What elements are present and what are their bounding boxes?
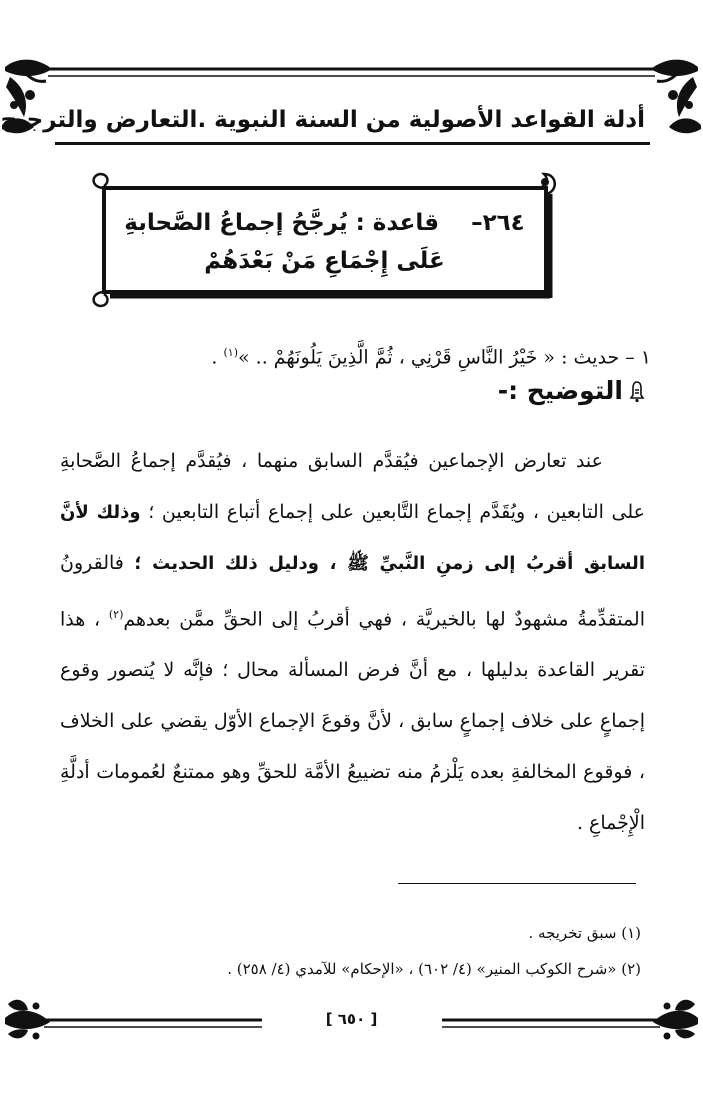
footnote-2-number: (٢) [621,960,641,978]
body-bold-text: وذلك لأنَّ السابق أقربُ إلى زمنِ النَّبيِّ ﷺ ، ودليل ذلك الحديث ؛ [60,502,645,574]
footnote-1-number: (١) [621,924,641,942]
footnote-2-text: «شرح الكوكب المنير» (٤/ ٦٠٢) ، «الإحكام» للآمدي (٤/ ٢٥٨) . [227,960,617,978]
rule-heading [112,204,537,280]
explanation-body [60,436,645,849]
hadith-suffix: . [211,346,224,369]
rule-title-line-1: قاعدة : يُرجَّحُ إجماعُ الصَّحابةِ [124,210,440,236]
page-number: [ ٦٥٠ ] [325,1010,378,1028]
body-text-3: ، هذا تقرير القاعدة بدليلها ، مع أنَّ فرض المسألة محال ؛ فإنَّه لا يُتصور وقوع إجماعٍ على خلاف إجماعٍ سابق ، لأنَّ وقوعَ الإجماع الأوّل يقضي على الخلاف ، فوقوع المخالفةِ بعده يَلْزمُ منه تضييعُ الأمَّة للحقِّ وهو ممتنعٌ لعُمومات أدلَّةِ الْإِجْماعِ . [60,608,645,835]
hadith-evidence [51,335,651,375]
body-text-2: فالقرونُ المتقدِّمةُ مشهودٌ لها بالخيريَّة ، فهي أقربُ إلى الحقِّ ممَّن بعدهم [60,552,645,631]
hadith-text: « خَيْرُ النَّاسِ قَرْنِي ، ثُمَّ الَّذِينَ يَلُونَهُمْ .. » [237,346,556,369]
bell-icon [629,381,645,403]
tawdih-label: التوضيح :- [497,376,623,405]
body-text-1: عند تعارض الإجماعين فيُقدَّم السابق منهما ، فيُقدَّم إجماعُ الصَّحابةِ على التابعين ، ويُقَدَّم إجماع التَّابعين على إجماع أتباع التابعين ؛ [60,450,646,523]
footnote-ref-2: (٢) [108,608,124,621]
footnote-divider [398,883,636,884]
running-header-title: أدلة القواعد الأصولية من السنة النبوية .التعارض والترجيح [0,107,645,133]
footnote-ref-1: (١) [223,346,238,359]
tawdih-heading [498,371,645,411]
rule-heading-line-1 [112,204,537,242]
footnote-2 [41,956,641,982]
footnote-1-text: سبق تخريجه . [528,924,617,942]
rule-number: ٢٦٤– [471,210,525,236]
rule-title-line-2: عَلَى إِجْمَاعِ مَنْ بَعْدَهُمْ [204,248,445,274]
hadith-prefix: ١ – حديث : [561,346,651,369]
footnote-1 [41,920,641,946]
explanation-paragraph [60,436,645,849]
header-divider [55,142,650,145]
